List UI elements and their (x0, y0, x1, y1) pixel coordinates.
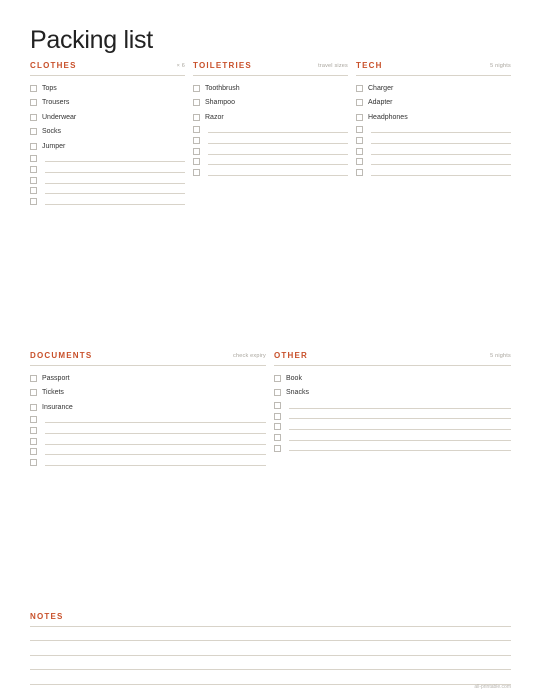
item-label: Socks (42, 128, 62, 136)
section-title: TECH (356, 61, 383, 70)
checkbox[interactable] (193, 158, 200, 165)
item-label: Passport (42, 374, 70, 382)
section-toiletries (193, 61, 348, 178)
checklist (274, 371, 511, 453)
checklist (30, 371, 266, 468)
item-label: Jumper (42, 142, 66, 150)
checklist (30, 81, 185, 207)
checklist-item (30, 81, 185, 96)
checklist-item (30, 125, 185, 140)
section-header (30, 351, 266, 366)
checklist-item (193, 110, 348, 125)
checkbox[interactable] (274, 413, 281, 420)
checkbox[interactable] (30, 416, 37, 423)
write-in-line[interactable] (45, 454, 266, 455)
checkbox[interactable] (193, 137, 200, 144)
checkbox[interactable] (30, 459, 37, 466)
checklist-item (30, 110, 185, 125)
blank-item (193, 167, 348, 178)
checkbox[interactable] (30, 404, 37, 411)
write-in-line[interactable] (289, 408, 511, 409)
checklist-item (193, 96, 348, 111)
write-in-line[interactable] (371, 132, 511, 133)
write-in-line[interactable] (371, 154, 511, 155)
checkbox[interactable] (274, 389, 281, 396)
item-label: Insurance (42, 403, 73, 411)
section-note: × 6 (176, 63, 185, 69)
section-title: NOTES (30, 612, 64, 621)
checkbox[interactable] (356, 99, 363, 106)
section-title: DOCUMENTS (30, 351, 93, 360)
write-in-line[interactable] (208, 164, 348, 165)
item-label: Underwear (42, 113, 77, 121)
checkbox[interactable] (193, 126, 200, 133)
checkbox[interactable] (30, 448, 37, 455)
checkbox[interactable] (30, 85, 37, 92)
section-header (274, 351, 511, 366)
checkbox[interactable] (30, 427, 37, 434)
item-label: Tickets (42, 389, 64, 397)
checkbox[interactable] (30, 155, 37, 162)
notes-line[interactable] (30, 669, 511, 670)
blank-item (356, 157, 511, 168)
checkbox[interactable] (30, 143, 37, 150)
section-title: TOILETRIES (193, 61, 252, 70)
checklist-item (356, 81, 511, 96)
section-header (356, 61, 511, 76)
checklist-item (30, 96, 185, 111)
blank-item (356, 135, 511, 146)
checklist (193, 81, 348, 178)
footer-credit: all-printable.com (474, 684, 511, 690)
blank-item (356, 125, 511, 136)
blank-item (193, 135, 348, 146)
checkbox[interactable] (30, 128, 37, 135)
blank-item (274, 421, 511, 432)
item-label: Book (286, 374, 302, 382)
section-note: 5 nights (490, 353, 511, 359)
section-notes (30, 612, 511, 627)
item-label: Charger (368, 84, 394, 92)
write-in-line[interactable] (208, 143, 348, 144)
checkbox[interactable] (30, 198, 37, 205)
item-label: Tops (42, 84, 57, 92)
checkbox[interactable] (274, 423, 281, 430)
checkbox[interactable] (30, 187, 37, 194)
checkbox[interactable] (356, 169, 363, 176)
checkbox[interactable] (30, 99, 37, 106)
checkbox[interactable] (356, 158, 363, 165)
checkbox[interactable] (193, 99, 200, 106)
blank-item (193, 125, 348, 136)
section-clothes (30, 61, 185, 207)
write-in-line[interactable] (45, 183, 185, 184)
checkbox[interactable] (30, 114, 37, 121)
item-label: Headphones (368, 113, 408, 121)
write-in-line[interactable] (45, 193, 185, 194)
section-title: OTHER (274, 351, 308, 360)
write-in-line[interactable] (371, 164, 511, 165)
checkbox[interactable] (193, 114, 200, 121)
checklist-item (30, 371, 266, 386)
checkbox[interactable] (30, 438, 37, 445)
notes-line[interactable] (30, 655, 511, 656)
checklist-item (356, 96, 511, 111)
checkbox[interactable] (274, 434, 281, 441)
checklist-item (274, 386, 511, 401)
blank-item (356, 146, 511, 157)
write-in-line[interactable] (289, 429, 511, 430)
section-header (30, 61, 185, 76)
write-in-line[interactable] (289, 440, 511, 441)
write-in-line[interactable] (289, 450, 511, 451)
blank-item (30, 457, 266, 468)
blank-item (30, 415, 266, 426)
blank-item (274, 400, 511, 411)
item-label: Snacks (286, 389, 309, 397)
section-header (193, 61, 348, 76)
checkbox[interactable] (356, 85, 363, 92)
blank-item (356, 167, 511, 178)
section-note: 5 nights (490, 63, 511, 69)
write-in-line[interactable] (45, 433, 266, 434)
section-documents (30, 351, 266, 468)
write-in-line[interactable] (371, 175, 511, 176)
write-in-line[interactable] (208, 154, 348, 155)
section-note: travel sizes (318, 63, 348, 69)
blank-item (193, 146, 348, 157)
checkbox[interactable] (30, 389, 37, 396)
notes-line[interactable] (30, 684, 511, 685)
write-in-line[interactable] (45, 172, 185, 173)
checkbox[interactable] (193, 169, 200, 176)
blank-item (193, 157, 348, 168)
notes-line[interactable] (30, 640, 511, 641)
write-in-line[interactable] (45, 444, 266, 445)
checkbox[interactable] (356, 148, 363, 155)
item-label: Shampoo (205, 99, 235, 107)
checklist-item (356, 110, 511, 125)
blank-item (30, 436, 266, 447)
checkbox[interactable] (274, 445, 281, 452)
checklist-item (193, 81, 348, 96)
section-title: CLOTHES (30, 61, 77, 70)
section-header (30, 612, 511, 627)
blank-item (30, 164, 185, 175)
blank-item (30, 186, 185, 197)
checkbox[interactable] (193, 148, 200, 155)
checkbox[interactable] (356, 137, 363, 144)
checkbox[interactable] (30, 166, 37, 173)
checklist-item (30, 386, 266, 401)
checklist-item (30, 139, 185, 154)
blank-item (274, 443, 511, 454)
checkbox[interactable] (356, 126, 363, 133)
item-label: Razor (205, 113, 224, 121)
section-tech (356, 61, 511, 178)
section-other (274, 351, 511, 453)
checklist-item (274, 371, 511, 386)
item-label: Trousers (42, 99, 70, 107)
blank-item (274, 432, 511, 443)
write-in-line[interactable] (208, 132, 348, 133)
checkbox[interactable] (274, 375, 281, 382)
checklist-item (30, 400, 266, 415)
blank-item (274, 411, 511, 422)
checklist (356, 81, 511, 178)
write-in-line[interactable] (208, 175, 348, 176)
checkbox[interactable] (356, 114, 363, 121)
blank-item (30, 447, 266, 458)
checkbox[interactable] (193, 85, 200, 92)
checkbox[interactable] (30, 375, 37, 382)
write-in-line[interactable] (45, 161, 185, 162)
checkbox[interactable] (274, 402, 281, 409)
item-label: Toothbrush (205, 84, 240, 92)
item-label: Adapter (368, 99, 393, 107)
write-in-line[interactable] (289, 418, 511, 419)
blank-item (30, 175, 185, 186)
section-note: check expiry (233, 353, 266, 359)
write-in-line[interactable] (45, 204, 185, 205)
page-title: Packing list (30, 26, 153, 54)
write-in-line[interactable] (45, 422, 266, 423)
blank-item (30, 154, 185, 165)
blank-item (30, 425, 266, 436)
write-in-line[interactable] (371, 143, 511, 144)
checkbox[interactable] (30, 177, 37, 184)
blank-item (30, 196, 185, 207)
write-in-line[interactable] (45, 465, 266, 466)
